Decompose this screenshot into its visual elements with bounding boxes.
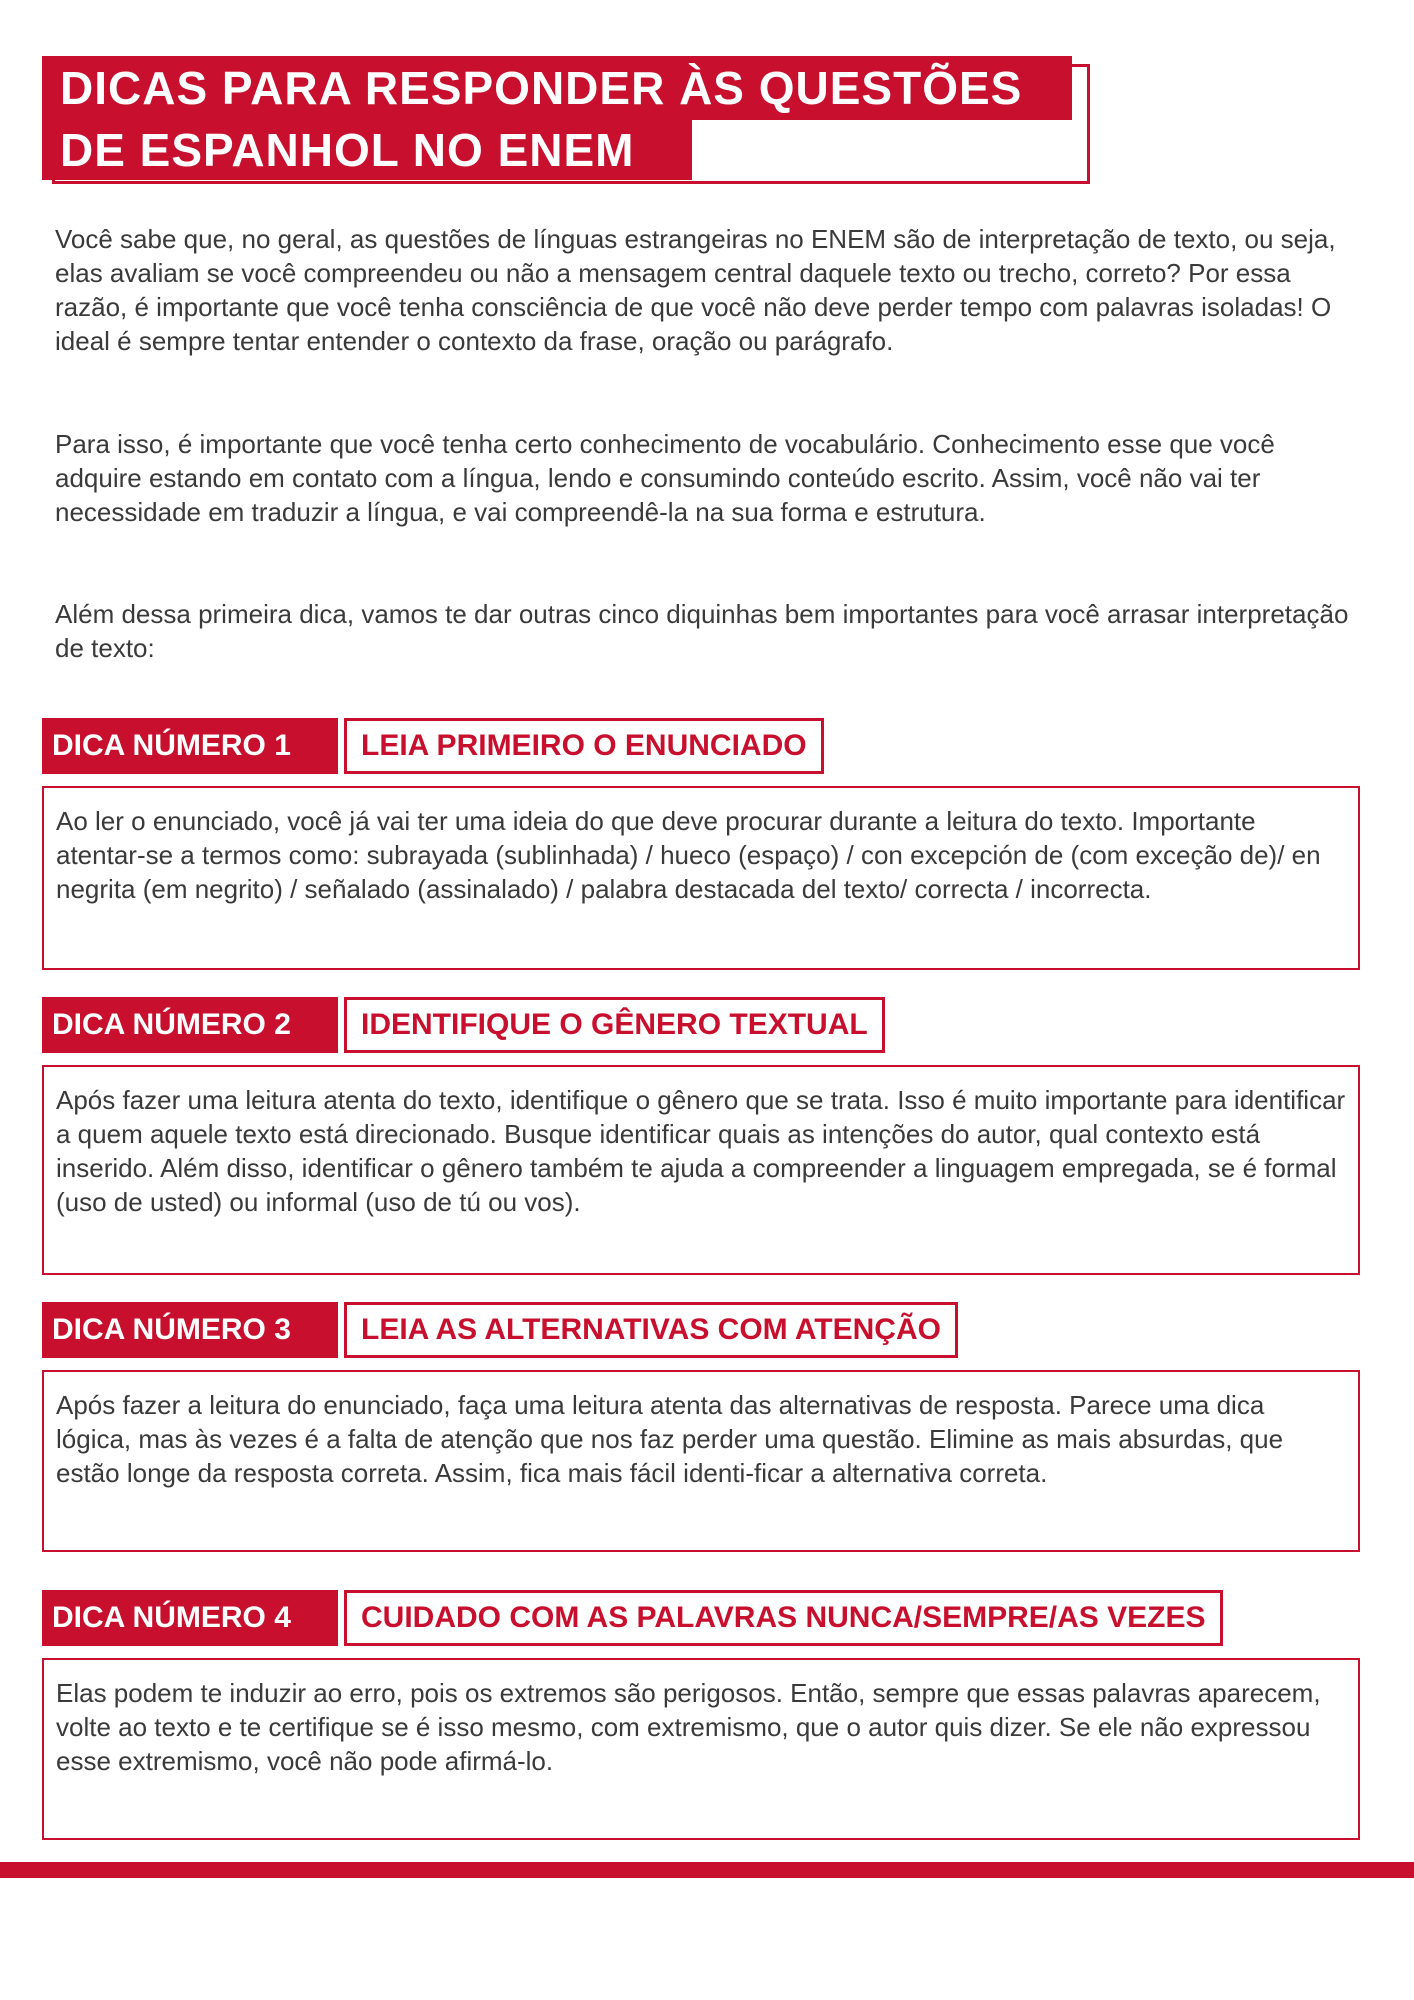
dica-3-title: LEIA AS ALTERNATIVAS COM ATENÇÃO — [344, 1302, 958, 1358]
dica-3-number: DICA NÚMERO 3 — [42, 1302, 338, 1358]
intro-text: Para isso, é importante que você tenha certo conhecimento de vocabulário. Conhecimento esse que você adquire estando em contato com a língua, lendo e consumindo conteúdo escrito. Assim, você não vai ter necessidade em traduzir a língua, e vai compreendê-la na sua forma e estrutura. — [55, 429, 1275, 527]
dica-4-body: Elas podem te induzir ao erro, pois os extremos são perigosos. Então, sempre que essas palavras aparecem, volte ao texto e te certifique se é isso mesmo, com extremismo, que o autor quis dizer. Se ele não expressou esse extremismo, você não pode afirmá-lo. — [42, 1658, 1360, 1840]
intro-paragraph-2 — [55, 427, 1365, 529]
bottom-divider — [0, 1862, 1414, 1878]
intro-text: Além dessa primeira dica, vamos te dar outras cinco diquinhas bem importantes para você arrasar interpretação de texto: — [55, 599, 1349, 663]
dica-4-number: DICA NÚMERO 4 — [42, 1590, 338, 1646]
dica-1-number: DICA NÚMERO 1 — [42, 718, 338, 774]
title-line-2: DE ESPANHOL NO ENEM — [42, 120, 692, 180]
dica-2-number: DICA NÚMERO 2 — [42, 997, 338, 1053]
intro-text: Você sabe que, no geral, as questões de línguas estrangeiras no ENEM são de interpretação de texto, ou seja, elas avaliam se você compreendeu ou não a mensagem central daquele texto ou trecho, correto? Por essa razão, é importante que você tenha consciência de que você não deve perder tempo com palavras isoladas! O ideal é sempre tentar entender o contexto da frase, oração ou parágrafo. — [55, 224, 1336, 356]
page-title — [42, 56, 1092, 196]
intro-paragraph-3 — [55, 597, 1365, 665]
dica-4-title: CUIDADO COM AS PALAVRAS NUNCA/SEMPRE/AS VEZES — [344, 1590, 1223, 1646]
dica-3-body: Após fazer a leitura do enunciado, faça uma leitura atenta das alternativas de resposta. Parece uma dica lógica, mas às vezes é a falta de atenção que nos faz perder uma questão. Elimine as mais absurdas, que estão longe da resposta correta. Assim, fica mais fácil identi-ficar a alternativa correta. — [42, 1370, 1360, 1552]
dica-2-title: IDENTIFIQUE O GÊNERO TEXTUAL — [344, 997, 885, 1053]
title-line-1: DICAS PARA RESPONDER ÀS QUESTÕES — [42, 56, 1072, 120]
dica-1-title: LEIA PRIMEIRO O ENUNCIADO — [344, 718, 824, 774]
dica-2-body: Após fazer uma leitura atenta do texto, identifique o gênero que se trata. Isso é muito importante para identificar a quem aquele texto está direcionado. Busque identificar quais as intenções do autor, qual contexto está inserido. Além disso, identificar o gênero também te ajuda a compreender a linguagem empregada, se é formal (uso de usted) ou informal (uso de tú ou vos). — [42, 1065, 1360, 1275]
dica-1-body: Ao ler o enunciado, você já vai ter uma ideia do que deve procurar durante a leitura do texto. Importante atentar-se a termos como: subrayada (sublinhada) / hueco (espaço) / con excepción de (com exceção de)/ en negrita (em negrito) / señalado (assinalado) / palabra destacada del texto/ correcta / incorrecta. — [42, 786, 1360, 970]
intro-paragraph-1 — [55, 222, 1365, 358]
